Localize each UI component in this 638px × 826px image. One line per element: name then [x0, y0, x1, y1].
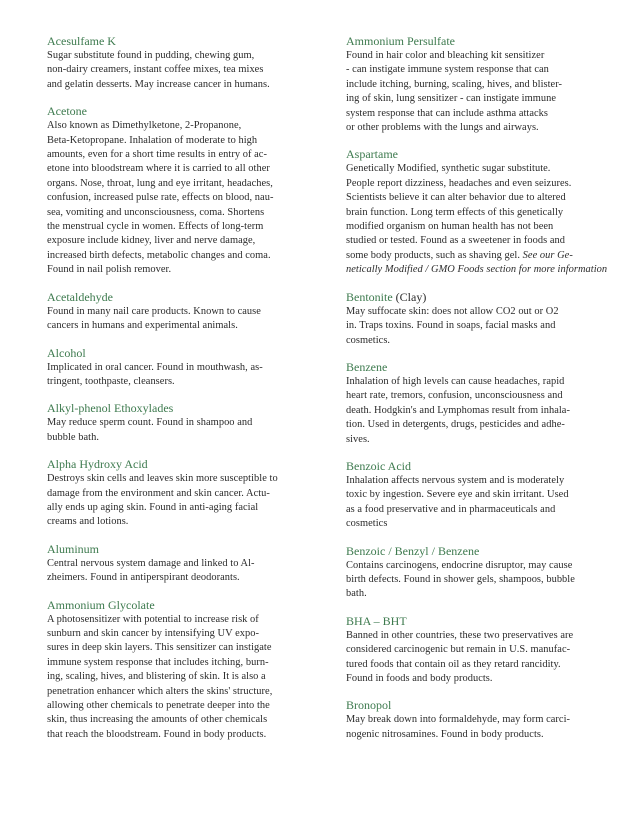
- text-line: brain function. Long term effects of this genetically: [346, 206, 564, 218]
- glossary-entry-acesulfame-k: [47, 34, 309, 92]
- text-line: studied or tested. Found as a sweetener in foods and: [346, 235, 566, 247]
- text-line: toxic by ingestion. Severe eye and skin irritant. Used: [346, 489, 569, 501]
- entry-description: [346, 375, 610, 447]
- text-line: or other problems with the lungs and airways.: [346, 122, 539, 134]
- text-line: immune system response that includes itching, burn-: [47, 656, 269, 668]
- entry-term: [346, 290, 610, 305]
- text-line: sives.: [346, 433, 370, 445]
- text-line: and gelatin desserts. May increase cancer in humans.: [47, 78, 270, 90]
- text-line: damage from the environment and skin cancer. Actu-: [47, 487, 270, 499]
- entry-term: Ammonium Glycolate: [47, 597, 155, 612]
- text-line: zheimers. Found in antiperspirant deodorants.: [47, 572, 240, 584]
- text-line: organs. Nose, throat, lung and eye irritant, headaches,: [47, 177, 273, 189]
- text-line: - can instigate immune system response that can: [346, 64, 549, 76]
- text-line: non-dairy creamers, instant coffee mixes, tea mixes: [47, 64, 264, 76]
- glossary-entry-bha-bht: [346, 614, 610, 687]
- text-line: cosmetics: [346, 518, 388, 530]
- entry-term: Acesulfame K: [47, 34, 116, 48]
- term-name: Bentonite: [346, 289, 393, 304]
- glossary-entry-bronopol: [346, 698, 610, 742]
- entry-term: Acetaldehyde: [47, 289, 113, 304]
- entry-description: [346, 474, 610, 532]
- term-qualifier: (Clay): [395, 289, 427, 304]
- text-line: tured foods that contain oil as they retard rancidity.: [346, 658, 561, 670]
- text-line: Scientists believe it can alter behavior due to altered: [346, 192, 566, 204]
- glossary-entry-alkyl-phenol-ethoxylades: [47, 401, 309, 445]
- text-line: as a food preservative and in pharmaceuticals and: [346, 503, 556, 515]
- text-line: the menstrual cycle in women. Effects of long-term: [47, 221, 264, 233]
- right-column: [346, 34, 610, 754]
- entry-description: [346, 49, 610, 135]
- glossary-entry-ammonium-glycolate: [47, 598, 309, 743]
- entry-description: [47, 613, 309, 743]
- cross-reference-note: See our Ge-: [522, 249, 573, 261]
- text-line: ing of skin, lung sensitizer - can instigate immune: [346, 93, 557, 105]
- entry-description: [47, 119, 309, 277]
- text-line: system response that can include asthma attacks: [346, 107, 549, 119]
- text-line: heart rate, tremors, confusion, unconsciousness and: [346, 390, 563, 402]
- text-line: Banned in other countries, these two preservatives are: [346, 629, 574, 641]
- entry-term: Ammonium Persulfate: [346, 34, 455, 48]
- entry-term: Benzene: [346, 359, 388, 374]
- glossary-entry-aspartame: [346, 147, 610, 277]
- text-line: Central nervous system damage and linked to Al-: [47, 557, 255, 569]
- text-line: Destroys skin cells and leaves skin more susceptible to: [47, 473, 278, 485]
- glossary-entry-acetaldehyde: [47, 290, 309, 334]
- text-line: that reach the bloodstream. Found in body products.: [47, 728, 267, 740]
- text-line: modified organism on human health has not been: [346, 221, 554, 233]
- text-line: tion. Used in detergents, drugs, pesticides and adhe-: [346, 419, 565, 431]
- text-line: creams and lotions.: [47, 516, 129, 528]
- entry-term: BHA – BHT: [346, 613, 407, 628]
- text-line: Inhalation of high levels can cause headaches, rapid: [346, 375, 565, 387]
- text-line: People report dizziness, headaches and even seizures.: [346, 177, 572, 189]
- glossary-entry-ammonium-persulfate: [346, 34, 610, 135]
- text-line: amounts, even for a short time results in entry of ac-: [47, 149, 267, 161]
- text-line: allowing other chemicals to penetrate deeper into the: [47, 700, 270, 711]
- glossary-entry-benzoic-acid: [346, 459, 610, 532]
- glossary-entry-benzoic-benzyl-benzene: [346, 544, 610, 602]
- text-line: Inhalation affects nervous system and is moderately: [346, 474, 565, 486]
- glossary-entry-bentonite: [346, 290, 610, 348]
- text-line: Implicated in oral cancer. Found in mouthwash, as-: [47, 361, 263, 373]
- text-line: bath.: [346, 588, 367, 600]
- entry-description: [346, 713, 610, 742]
- text-line: Also known as Dimethylketone, 2-Propanone,: [47, 120, 242, 132]
- left-column: [47, 34, 309, 754]
- text-line: birth defects. Found in shower gels, shampoos, bubble: [346, 573, 575, 585]
- text-line: Sugar substitute found in pudding, chewing gum,: [47, 50, 255, 61]
- text-line: skin, thus increasing the amounts of other chemicals: [47, 714, 268, 726]
- text-line: cancers in humans and experimental animals.: [47, 320, 238, 332]
- entry-description: [47, 472, 309, 530]
- text-line: penetration enhancer which alters the skins' structure,: [47, 685, 273, 697]
- text-line: May suffocate skin: does not allow CO2 out or O2: [346, 305, 559, 317]
- entry-description: [346, 162, 610, 277]
- text-line: increased birth defects, metabolic changes and coma.: [47, 249, 271, 261]
- text-line: etone into bloodstream where it is carried to all other: [47, 163, 270, 175]
- text-line: Contains carcinogens, endocrine disruptor, may cause: [346, 559, 573, 571]
- text-line: considered carcinogenic but remain in U.S. manufac-: [346, 644, 571, 656]
- text-line: Found in hair color and bleaching kit sensitizer: [346, 50, 545, 61]
- text-line: exposure include kidney, liver and nerve damage,: [47, 235, 256, 247]
- glossary-entry-alpha-hydroxy-acid: [47, 457, 309, 530]
- text-line: Found in many nail care products. Known to cause: [47, 305, 261, 317]
- glossary-entry-alcohol: [47, 346, 309, 390]
- text-line: sunburn and skin cancer by intensifying UV expo-: [47, 627, 259, 639]
- entry-description: [47, 557, 309, 586]
- text-line: May reduce sperm count. Found in shampoo and: [47, 417, 253, 429]
- text-line: tringent, toothpaste, cleansers.: [47, 375, 175, 387]
- entry-term: Alpha Hydroxy Acid: [47, 457, 148, 472]
- entry-term: Acetone: [47, 104, 87, 119]
- entry-term: Alkyl-phenol Ethoxylades: [47, 401, 174, 416]
- text-line: cosmetics.: [346, 334, 391, 346]
- text-line: confusion, increased pulse rate, effects on blood, nau-: [47, 192, 274, 204]
- text-line: ally ends up aging skin. Found in anti-aging facial: [47, 501, 259, 513]
- entry-description: [47, 305, 309, 334]
- entry-description: [346, 629, 610, 687]
- entry-term: Benzoic Acid: [346, 458, 411, 473]
- text-line: Genetically Modified, synthetic sugar substitute.: [346, 163, 551, 175]
- text-line: sea, vomiting and unconsciousness, coma. Shortens: [47, 206, 265, 218]
- text-line: some body products, such as shaving gel.: [346, 249, 520, 261]
- text-line: death. Hodgkin's and Lymphomas result from inhala-: [346, 404, 570, 416]
- entry-term: Benzoic / Benzyl / Benzene: [346, 543, 480, 558]
- text-line: in. Traps toxins. Found in soaps, facial masks and: [346, 320, 556, 332]
- cross-reference-note: netically Modified / GMO Foods section for more information: [346, 264, 608, 276]
- entry-term: Bronopol: [346, 698, 392, 713]
- text-line: Found in foods and body products.: [346, 673, 493, 684]
- text-line: May break down into formaldehyde, may form carci-: [346, 714, 571, 726]
- entry-term: Aluminum: [47, 541, 100, 556]
- entry-description: [47, 49, 309, 92]
- glossary-entry-benzene: [346, 360, 610, 447]
- text-line: ing, scaling, hives, and blistering of skin. It is also a: [47, 671, 266, 683]
- text-line: nogenic nitrosamines. Found in body products.: [346, 728, 544, 740]
- text-line: Beta-Ketopropane. Inhalation of moderate to high: [47, 134, 258, 146]
- glossary-entry-acetone: [47, 104, 309, 277]
- entry-description: [346, 559, 610, 602]
- glossary-entry-aluminum: [47, 542, 309, 586]
- entry-description: [47, 361, 309, 390]
- text-line: sures in deep skin layers. This sensitizer can instigate: [47, 642, 272, 654]
- entry-description: [47, 416, 309, 445]
- text-line: include itching, burning, scaling, hives, and blister-: [346, 78, 563, 90]
- entry-description: [346, 305, 610, 348]
- entry-term: Alcohol: [47, 345, 86, 360]
- text-line: A photosensitizer with potential to increase risk of: [47, 613, 259, 625]
- text-line: bubble bath.: [47, 431, 99, 443]
- text-line: Found in nail polish remover.: [47, 264, 172, 276]
- entry-term: Aspartame: [346, 147, 398, 162]
